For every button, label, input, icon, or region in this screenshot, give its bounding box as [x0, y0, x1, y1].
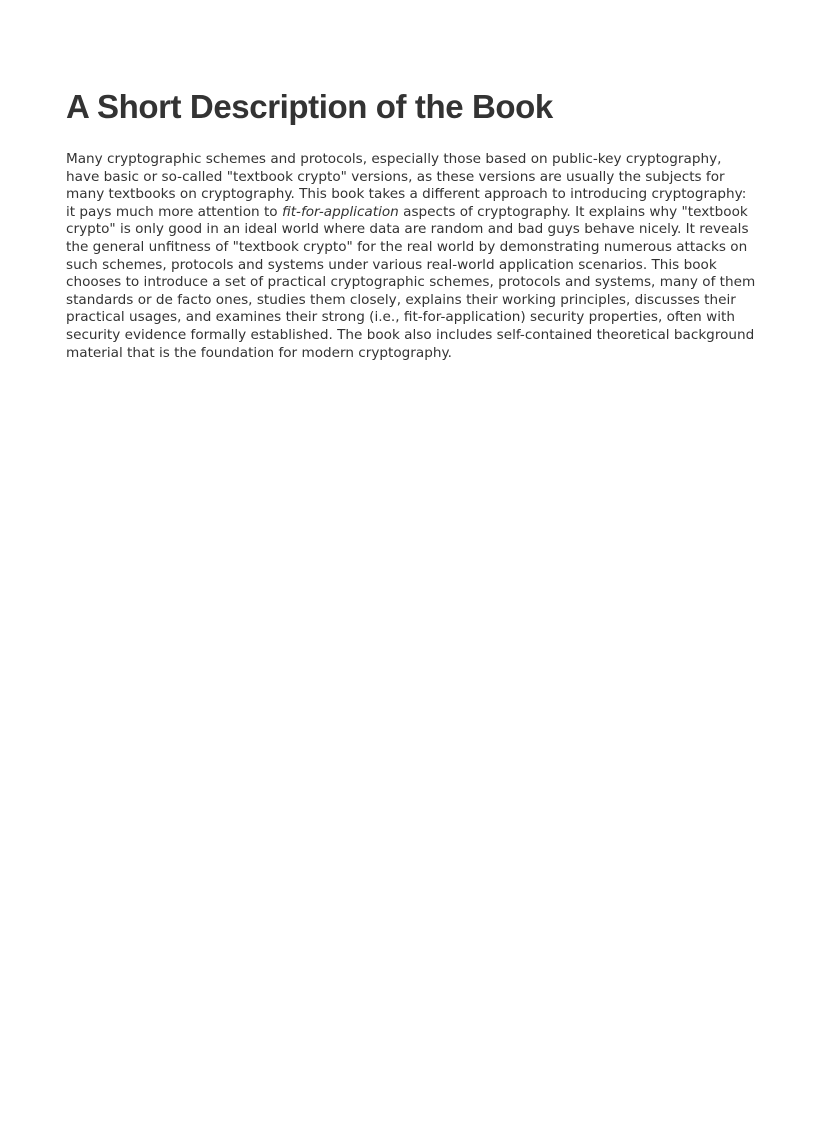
- emphasized-term: fit-for-application: [281, 203, 399, 220]
- paragraph-text-start: Many cryptographic schemes and protocols, especially those based on public-key cryptography, have basic or so-called "textbook crypto" versions, as these versions are usually the subjects for many textbooks on cryptography. This book takes a different approach to introducing cryptography: it pays much more attention to: [66, 151, 747, 220]
- page-title: A Short Description of the Book: [66, 88, 553, 125]
- paragraph-text-end: aspects of cryptography. It explains why "textbook crypto" is only good in an ideal world where data are random and bad guys behave nicely. It reveals the general unfitness of "textbook crypto" for the real world by demonstrating numerous attacks on such schemes, protocols and systems under various real-world application scenarios. This book chooses to introduce a set of practical cryptographic schemes, protocols and systems, many of them standards or de facto ones, studies them closely, explains their working principles, discusses their practical usages, and examines their strong (i.e., fit-for-application) security properties, often with security evidence formally established. The book also includes self-contained theoretical background material that is the foundation for modern cryptography.: [66, 203, 756, 361]
- description-paragraph: [66, 151, 756, 362]
- document-page: [66, 84, 756, 362]
